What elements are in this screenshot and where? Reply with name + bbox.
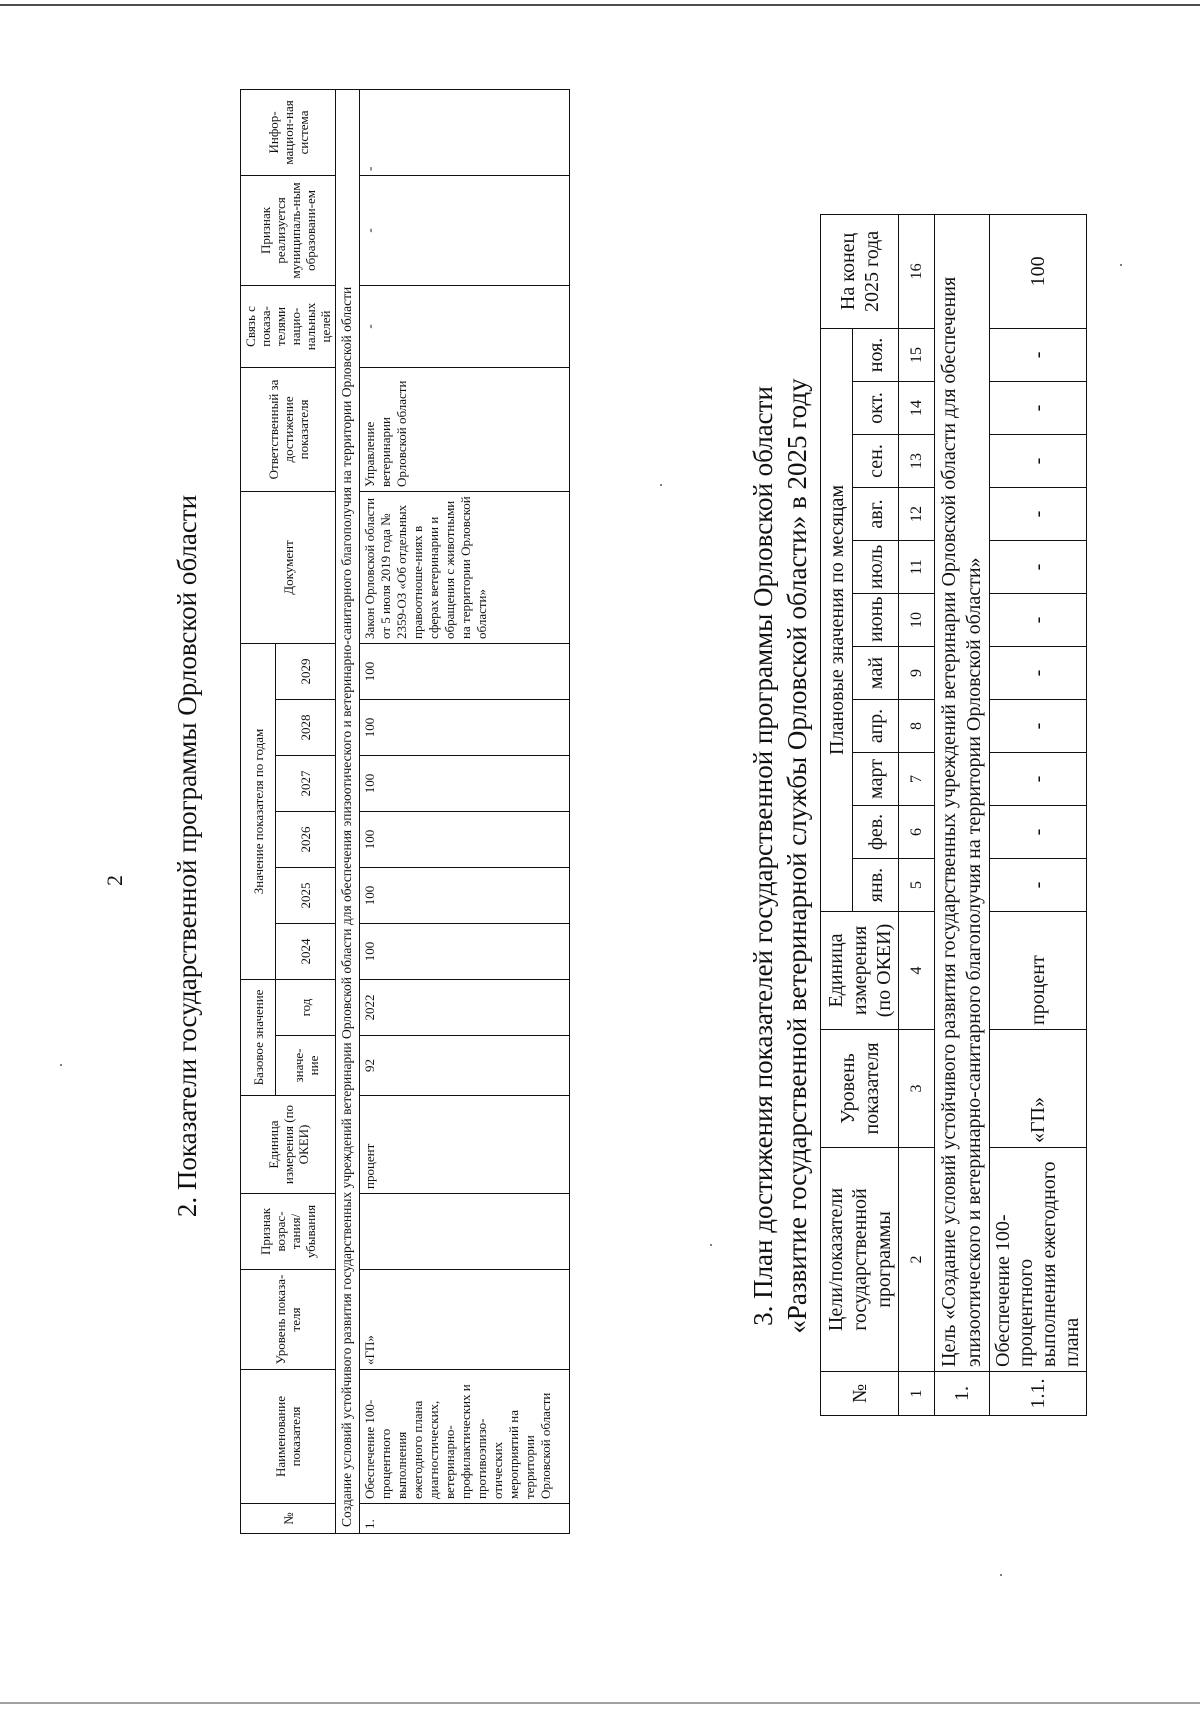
scan-speck xyxy=(1000,1574,1002,1576)
column-index: 2 xyxy=(899,1148,935,1372)
plan-row-indicator: Обеспечение 100-процентного выполнения ежегодного плана xyxy=(990,1148,1087,1372)
indicators-table xyxy=(240,89,570,1534)
header-trend: Признак возрас-тания/ убывания xyxy=(241,1194,336,1270)
plan-header-year-end: На конец 2025 года xyxy=(821,214,899,328)
column-index: 11 xyxy=(899,541,935,594)
rotated-page-content xyxy=(20,46,1180,1666)
column-index: 14 xyxy=(899,382,935,435)
scan-edge-top xyxy=(0,4,1200,6)
header-responsible: Ответственный за достижение показателя xyxy=(241,367,336,491)
plan-row-year-end: 100 xyxy=(990,214,1087,328)
row-level: «ГП» xyxy=(360,1270,570,1370)
column-index: 15 xyxy=(899,328,935,381)
plan-header-month: май xyxy=(853,647,899,700)
plan-header-indicator: Цели/показатели государственной программы xyxy=(821,1148,899,1372)
scan-speck xyxy=(60,1064,62,1066)
plan-row-month: - xyxy=(990,647,1087,700)
plan-row-month: - xyxy=(990,541,1087,594)
plan-row-month: - xyxy=(990,753,1087,806)
column-index: 1 xyxy=(899,1372,935,1416)
header-national-goals: Связь с показа-телями нацио-нальных целей xyxy=(241,285,336,367)
column-index: 12 xyxy=(899,488,935,541)
plan-row-month: - xyxy=(990,328,1087,381)
plan-header-month: янв. xyxy=(853,859,899,912)
page-number: 2 xyxy=(102,875,127,886)
row-value: 100 xyxy=(360,755,570,811)
header-year: 2027 xyxy=(276,755,336,811)
header-year: 2025 xyxy=(276,867,336,923)
section-2-title: 2. Показатели государственной программы Орловской области xyxy=(172,494,202,1218)
plan-header-num: № xyxy=(821,1372,899,1416)
plan-row-month: - xyxy=(990,594,1087,647)
row-trend xyxy=(360,1194,570,1270)
section-3-title-line-1: 3. План достижения показателей государственной программы Орловской области xyxy=(748,386,778,1326)
header-num: № xyxy=(241,1504,336,1534)
header-base-value: значе-ние xyxy=(276,1036,336,1096)
plan-header-monthly: Плановые значения по месяцам xyxy=(821,328,853,911)
plan-row-month: - xyxy=(990,700,1087,753)
section-3-title-line-2: «Развитие государственной ветеринарной службы Орловской области» в 2025 году xyxy=(782,378,812,1334)
column-index: 5 xyxy=(899,859,935,912)
column-index: 13 xyxy=(899,435,935,488)
plan-header-month: сен. xyxy=(853,435,899,488)
column-index: 6 xyxy=(899,806,935,859)
header-year: 2028 xyxy=(276,699,336,755)
column-index: 3 xyxy=(899,1030,935,1148)
plan-row-month: - xyxy=(990,488,1087,541)
row-base-year: 2022 xyxy=(360,979,570,1035)
header-unit: Единица измерения (по ОКЕИ) xyxy=(241,1096,336,1194)
plan-row-unit: процент xyxy=(990,912,1087,1030)
header-info-system: Инфор-мацион-ная система xyxy=(241,89,336,175)
header-municipal: Признак реализуется муниципаль-ным образовани-ем xyxy=(241,175,336,285)
column-index: 7 xyxy=(899,753,935,806)
row-value: 100 xyxy=(360,643,570,699)
scan-speck xyxy=(1120,264,1122,266)
row-value: 100 xyxy=(360,811,570,867)
header-level: Уровень показа-теля xyxy=(241,1270,336,1370)
plan-row-month: - xyxy=(990,806,1087,859)
plan-goal-text: Цель «Создание условий устойчивого развития государственных учреждений ветеринарии Орловской области для обеспечения эпизоотического и ветеринарно-санитарного благополучия на территории Орловской области» xyxy=(935,214,990,1371)
row-value: 100 xyxy=(360,699,570,755)
plan-header-month: ноя. xyxy=(853,328,899,381)
plan-header-month: июль xyxy=(853,541,899,594)
row-base-value: 92 xyxy=(360,1036,570,1096)
header-document: Документ xyxy=(241,491,336,643)
plan-row-month: - xyxy=(990,382,1087,435)
scan-edge-bottom xyxy=(0,1702,1200,1704)
header-base: Базовое значение xyxy=(241,979,276,1095)
row-info-system: - xyxy=(360,89,570,175)
plan-row-month: - xyxy=(990,859,1087,912)
plan-header-month: июнь xyxy=(853,594,899,647)
scan-speck xyxy=(710,1244,712,1246)
plan-header-month: авг. xyxy=(853,488,899,541)
column-index: 4 xyxy=(899,912,935,1030)
row-document: Закон Орловской области от 5 июля 2019 года № 2359-ОЗ «Об отдельных правоотноше-ниях в сферах ветеринарии и обращения с животными на территории Орловской области» xyxy=(360,491,570,643)
column-index: 9 xyxy=(899,647,935,700)
goal-row: Создание условий устойчивого развития государственных учреждений ветеринарии Орловской области для обеспечения эпизоотического и ветеринарно-санитарного благополучия на территории Орловской области xyxy=(336,89,360,1533)
row-unit: процент xyxy=(360,1096,570,1194)
row-name: Обеспечение 100-процентного выполнения ежегодного плана диагностических, ветеринарно-профилактических и противоэпизо-отических мероприятий на территории Орловской области xyxy=(360,1370,570,1504)
header-base-year: год xyxy=(276,979,336,1035)
header-name: Наименование показателя xyxy=(241,1370,336,1504)
row-municipal: - xyxy=(360,175,570,285)
plan-header-month: окт. xyxy=(853,382,899,435)
column-index: 16 xyxy=(899,214,935,328)
column-index: 10 xyxy=(899,594,935,647)
row-responsible: Управление ветеринарии Орловской области xyxy=(360,367,570,491)
column-index: 8 xyxy=(899,700,935,753)
plan-row-month: - xyxy=(990,435,1087,488)
plan-header-month: апр. xyxy=(853,700,899,753)
plan-row-num: 1.1. xyxy=(990,1372,1087,1416)
plan-row-level: «ГП» xyxy=(990,1030,1087,1148)
plan-header-level: Уровень показателя xyxy=(821,1030,899,1148)
plan-header-month: фев. xyxy=(853,806,899,859)
row-num: 1. xyxy=(360,1504,570,1534)
row-national-goals: - xyxy=(360,285,570,367)
header-year: 2024 xyxy=(276,923,336,979)
monthly-plan-table xyxy=(820,214,1087,1416)
plan-header-month: март xyxy=(853,753,899,806)
row-value: 100 xyxy=(360,923,570,979)
header-year: 2029 xyxy=(276,643,336,699)
plan-goal-num: 1. xyxy=(935,1372,990,1416)
row-value: 100 xyxy=(360,867,570,923)
scan-speck xyxy=(660,484,662,486)
header-year: 2026 xyxy=(276,811,336,867)
plan-header-unit: Единица измерения (по ОКЕИ) xyxy=(821,912,899,1030)
header-values: Значение показателя по годам xyxy=(241,643,276,979)
